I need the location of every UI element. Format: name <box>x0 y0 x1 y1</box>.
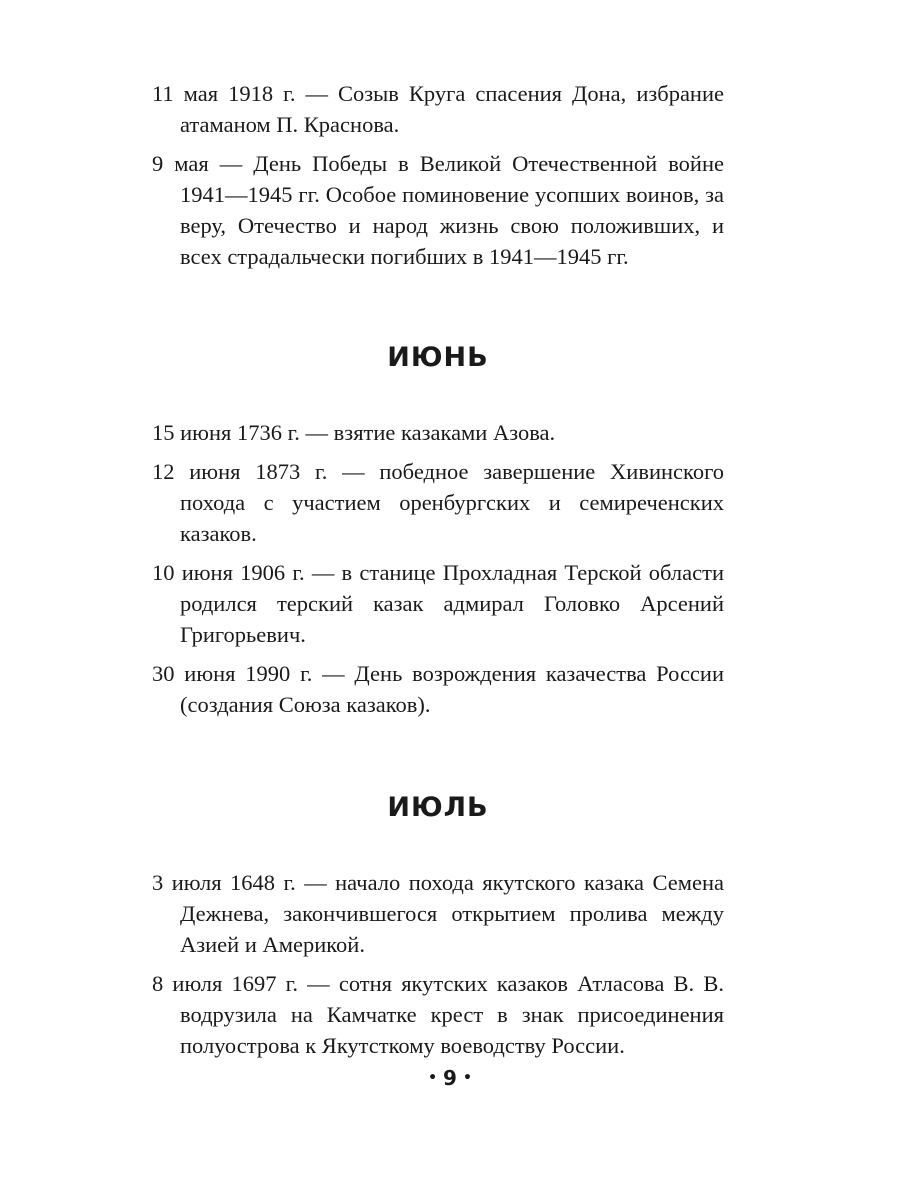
folio-dot-left: • <box>428 1070 438 1086</box>
calendar-entry: 12 июня 1873 г. — победное завершение Хивинского похода с участием оренбургских и семиреченских казаков. <box>152 459 724 546</box>
calendar-entry: 10 июня 1906 г. — в станице Прохладная Терской области родился терский казак адмирал Головко Арсений Григорьевич. <box>152 560 724 647</box>
calendar-entry: 11 мая 1918 г. — Созыв Круга спасения Дона, избрание атаманом П. Краснова. <box>152 81 724 137</box>
calendar-entry: 15 июня 1736 г. — взятие казаками Азова. <box>152 420 556 445</box>
calendar-entry: 8 июля 1697 г. — сотня якутских казаков Атласова В. В. водрузила на Камчатке крест в знак присоединения полуострова к Якутсткому воеводству России. <box>152 971 724 1058</box>
folio-dot-right: • <box>462 1070 472 1086</box>
calendar-entry: 30 июня 1990 г. — День возрождения казачества России (создания Союза казаков). <box>152 661 724 717</box>
page-body <box>152 78 724 1069</box>
calendar-entry: 9 мая — День Победы в Великой Отечественной войне 1941—1945 гг. Особое поминовение усопших воинов, за веру, Отечество и народ жизнь свою положивших, и всех страдальчески погибших в 1941—1945 гг. <box>152 151 724 269</box>
calendar-entry: 3 июля 1648 г. — начало похода якутского казака Семена Дежнева, закончившегося открытием пролива между Азией и Америкой. <box>152 870 724 957</box>
section-heading-july: ИЮЛЬ <box>387 792 489 823</box>
page-number <box>0 1066 900 1090</box>
section-heading-june: ИЮНЬ <box>387 342 489 373</box>
page-number-value: 9 <box>443 1066 457 1090</box>
